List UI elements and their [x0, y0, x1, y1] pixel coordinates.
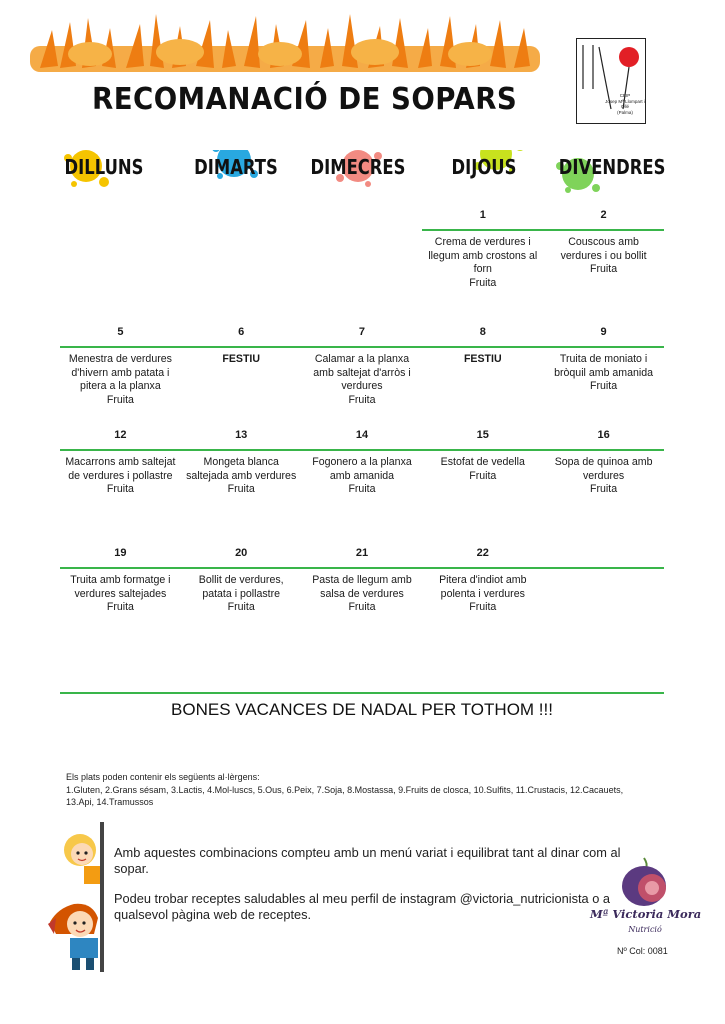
day-header-thursday: [424, 150, 544, 186]
day-name: DIVENDRES: [558, 155, 666, 179]
school-logo-line1: CEIP: [619, 93, 631, 98]
day-number: 13: [235, 429, 248, 441]
day-header-wednesday: [298, 150, 418, 186]
dessert-text: Fruita: [227, 483, 255, 495]
holiday-greeting: BONES VACANCES DE NADAL PER TOTHOM !!!: [171, 700, 553, 719]
day-number: 6: [238, 326, 245, 338]
meal-text: Macarrons amb saltejat de verdures i pollastre Fruita: [65, 456, 176, 495]
school-logo: [576, 38, 646, 124]
day-number: 5: [117, 326, 124, 338]
info-paragraph-instagram: Podeu trobar receptes saludables al meu perfil de instagram @victoria_nutricionista o a qualsevol pàgina web de receptes.: [114, 891, 610, 922]
calendar-bottom-divider: [60, 692, 664, 694]
dessert-text: Fruita: [469, 469, 497, 482]
day-number: 16: [597, 429, 610, 441]
nutritionist-role: Nutrició: [628, 925, 662, 934]
allergens-intro: Els plats poden contenir els següents al·lèrgens:: [66, 772, 260, 782]
dessert-text: Fruita: [106, 393, 134, 406]
meal-text: Truita amb formatge i verdures saltejades Fruita: [64, 574, 177, 615]
meal-text: Couscous amb verdures i ou bollit Fruita: [547, 236, 660, 277]
menu-calendar: [60, 205, 664, 725]
school-logo-line3: (Palma): [617, 109, 633, 115]
day-number: 12: [114, 429, 127, 441]
day-name: DIJOUS: [451, 155, 517, 179]
page-title: RECOMANACIÓ DE SOPARS: [92, 82, 518, 117]
day-number: 14: [355, 429, 369, 441]
day-header-friday: [548, 150, 668, 186]
day-number: 19: [114, 547, 127, 559]
meal-text: Crema de verdures i llegum amb crostons al forn Fruita: [428, 236, 538, 289]
day-number: 8: [479, 326, 486, 338]
meal-text: Menestra de verdures d'hivern amb patata i pitera a la planxa Fruita: [64, 353, 177, 407]
dessert-text: Fruita: [348, 601, 376, 613]
day-number: 1: [479, 209, 486, 221]
dessert-text: Fruita: [590, 380, 618, 392]
day-number: 9: [600, 326, 607, 338]
meal-text: Fogonero a la planxa amb amanida Fruita: [306, 456, 419, 497]
dessert-text: Fruita: [469, 276, 497, 289]
meal-text: Truita de moniato i bròquil amb amanida Fruita: [547, 353, 660, 394]
day-number: 7: [358, 326, 366, 338]
day-name: DILLUNS: [64, 155, 144, 179]
dessert-text: Fruita: [469, 601, 497, 613]
kids-illustration: [44, 822, 108, 972]
day-number: 21: [355, 547, 369, 559]
allergens-note: [66, 771, 646, 809]
meal-text: Calamar a la planxa amb saltejat d'arròs i verdures Fruita: [306, 353, 419, 407]
dessert-text: Fruita: [348, 483, 376, 495]
day-number: 2: [600, 209, 607, 221]
dessert-text: Fruita: [106, 483, 134, 495]
day-name: DIMARTS: [194, 155, 278, 179]
nutritionist-name: Mª Victoria Mora: [590, 907, 702, 921]
day-header-tuesday: [176, 150, 296, 186]
meal-text: Bollit de verdures, patata i pollastre Fruita: [185, 574, 298, 615]
meal-text: Mongeta blanca saltejada amb verdures Fruita: [186, 456, 297, 495]
meal-text: Estofat de vedella Fruita: [426, 456, 539, 483]
meal-text: Sopa de quinoa amb verdures Fruita: [547, 456, 660, 497]
college-number: Nº Col: 0081: [617, 946, 668, 956]
day-name: DIMECRES: [310, 155, 406, 179]
day-header-monday: [44, 150, 164, 186]
dessert-text: Fruita: [106, 601, 134, 613]
dessert-text: Fruita: [348, 393, 376, 406]
day-number: 22: [476, 547, 489, 559]
day-number: 15: [476, 429, 489, 441]
dessert-text: Fruita: [590, 263, 618, 275]
holiday-text: FESTIU: [222, 353, 261, 365]
info-paragraph-combinations: Amb aquestes combinacions compteu amb un menú variat i equilibrat tant al dinar com al sopar.: [114, 845, 621, 876]
holiday-text: FESTIU: [463, 353, 502, 365]
dessert-text: Fruita: [590, 483, 618, 495]
allergens-list: 1.Gluten, 2.Grans sésam, 3.Lactis, 4.Mol-luscs, 5.Ous, 6.Peix, 7.Soja, 8.Mostassa, 9.Fruits de closca, 10.Sulfits, 11.Crustacis, 12.Cacauets, 13.Api, 14.Tramussos: [66, 784, 624, 807]
dessert-text: Fruita: [227, 601, 255, 613]
meal-text: Pasta de llegum amb salsa de verdures Fruita: [306, 574, 419, 615]
handprint-banner: [30, 8, 540, 78]
day-number: 20: [235, 547, 248, 559]
meal-text: Pitera d'indiot amb polenta i verdures Fruita: [426, 574, 539, 615]
school-logo-line2: Josep Mª Llompart i Ollé: [605, 98, 645, 109]
